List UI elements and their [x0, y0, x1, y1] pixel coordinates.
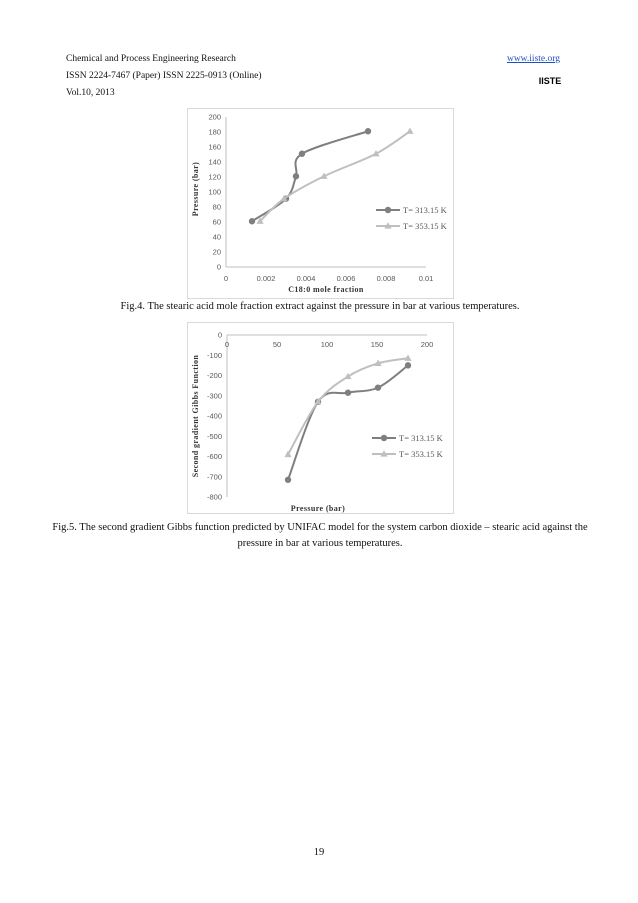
y-tick-label: -200 [206, 371, 222, 381]
x-axis-title: C18:0 mole fraction [288, 285, 364, 294]
legend-label: T= 313.15 K [399, 433, 443, 443]
y-tick-label: 120 [208, 172, 221, 182]
page-number: 19 [313, 847, 325, 858]
y-axis-title: Second gradient Gibbs Function [191, 354, 200, 478]
y-axis-title: Pressure (bar) [191, 161, 200, 217]
y-tick-label: -400 [206, 411, 222, 421]
y-tick-label: 200 [208, 112, 221, 122]
legend-marker [385, 207, 391, 213]
y-tick-label: -800 [206, 492, 222, 502]
journal-volume: Vol.10, 2013 [66, 88, 115, 98]
journal-header [66, 54, 262, 105]
y-tick-label: -500 [206, 431, 222, 441]
series-1 [249, 128, 371, 224]
y-tick-label: -700 [206, 472, 222, 482]
y-tick-label: -600 [206, 452, 222, 462]
x-tick-label: 0.004 [296, 274, 316, 283]
legend-label: T= 313.15 K [403, 205, 447, 215]
y-tick-label: 80 [212, 202, 221, 212]
x-tick-label: 0.008 [376, 274, 396, 283]
series-2 [284, 354, 411, 457]
journal-title: Chemical and Process Engineering Research [66, 54, 236, 64]
data-point [345, 390, 351, 396]
y-tick-label: 0 [216, 262, 221, 272]
y-tick-label: 60 [212, 217, 221, 227]
legend-label: T= 353.15 K [403, 221, 447, 231]
data-point [299, 151, 305, 157]
x-axis-title: Pressure (bar) [290, 504, 346, 513]
y-tick-label: -100 [206, 350, 222, 360]
figure-4-caption: Fig.4. The stearic acid mole fraction extract against the pressure in bar at various temperatures. [120, 301, 520, 312]
data-point [405, 362, 411, 368]
iiste-logo [538, 69, 562, 89]
y-tick-label: 160 [208, 142, 221, 152]
y-tick-label: 100 [208, 187, 221, 197]
x-tick-label: 0.01 [418, 274, 434, 283]
x-tick-label: 0 [223, 274, 229, 283]
y-tick-label: 0 [217, 330, 222, 340]
x-tick-label: 0.002 [256, 274, 276, 283]
data-point [375, 384, 381, 390]
x-tick-label: 200 [420, 340, 434, 349]
y-tick-label: 20 [212, 247, 221, 257]
legend-marker [381, 435, 387, 441]
journal-issn: ISSN 2224-7467 (Paper) ISSN 2225-0913 (Online) [66, 71, 262, 81]
journal-website-link[interactable]: www.iiste.org [506, 54, 560, 64]
x-tick-label: 100 [320, 340, 334, 349]
data-point [285, 477, 291, 483]
y-tick-label: 40 [212, 232, 221, 242]
figure-4-plot [188, 109, 453, 298]
data-point [293, 173, 299, 179]
series-1 [285, 362, 411, 483]
x-tick-label: 0.006 [336, 274, 356, 283]
series-line [252, 131, 368, 221]
figure-5-caption: Fig.5. The second gradient Gibbs function predicted by UNIFAC model for the system carbon dioxide – stearic acid against the pressure in bar at various temperatures. [52, 522, 588, 549]
x-tick-label: 150 [370, 340, 384, 349]
x-tick-label: 0 [224, 340, 230, 349]
y-tick-label: 180 [208, 127, 221, 137]
legend-label: T= 353.15 K [399, 449, 443, 459]
logo-text: IISTE [538, 76, 562, 86]
x-tick-label: 50 [272, 340, 282, 349]
y-tick-label: 140 [208, 157, 221, 167]
y-tick-label: -300 [206, 391, 222, 401]
figure-4-chart [187, 108, 454, 299]
data-point [249, 218, 255, 224]
data-point [365, 128, 371, 134]
figure-5-chart [187, 322, 454, 514]
figure-5-plot [188, 323, 453, 513]
data-point [406, 127, 413, 133]
